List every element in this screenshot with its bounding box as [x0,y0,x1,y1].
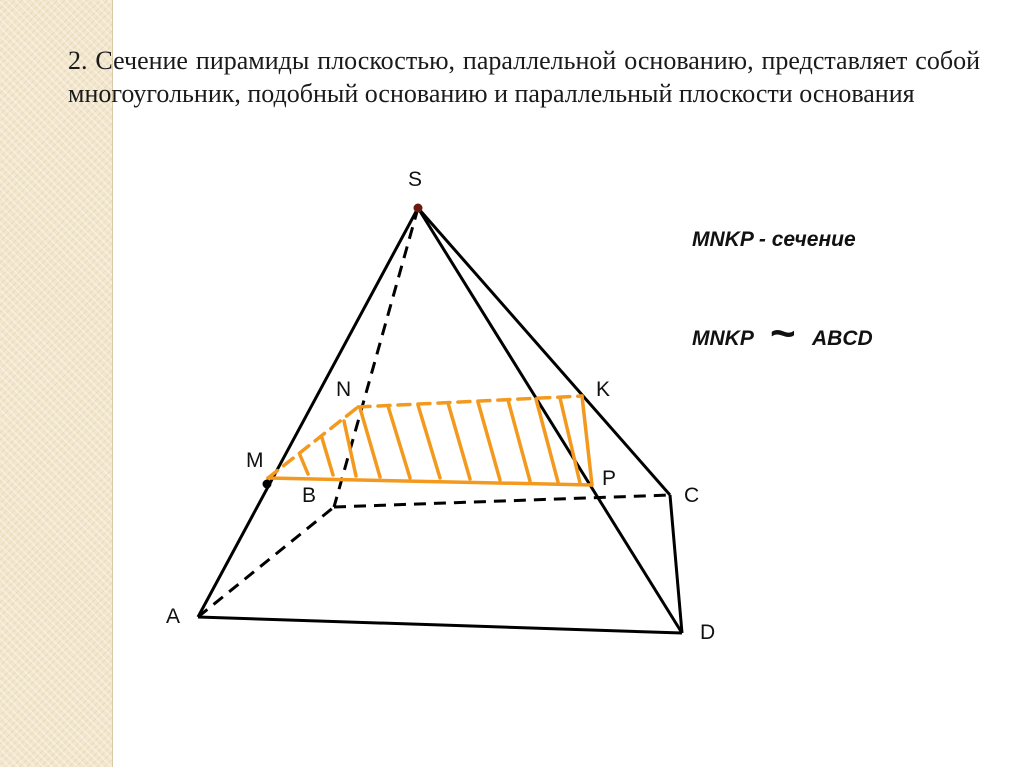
visible-edges [198,208,682,633]
point-S [414,204,423,213]
edge-SD [418,208,682,633]
label-K: K [596,378,611,401]
note-similar-right: ABCD [812,327,873,350]
edge-AB [198,507,334,617]
label-P: P [602,467,617,490]
label-A: A [166,605,181,628]
section-edge-NK [358,396,582,407]
edge-SC [418,208,670,495]
similarity-sign: ~ [770,309,796,358]
label-N: N [336,378,352,401]
label-B: B [302,484,317,507]
section-edge-MP [268,478,592,485]
edge-AD [198,617,682,633]
section-hatching [300,398,580,483]
note-section: MNKP - сечение [692,228,856,251]
label-S: S [408,168,423,191]
edge-SA [198,208,418,617]
slide-heading: 2. Сечение пирамиды плоскостью, параллельной основанию, представляет собой многоугольник, подобный основанию и параллельный плоскости основания [68,46,980,108]
label-D: D [700,621,716,644]
label-C: C [684,484,700,507]
edge-BC [334,495,670,507]
edge-CD [670,495,682,633]
label-M: M [246,449,264,472]
note-similar-left: MNKP [692,327,754,350]
point-M [263,480,272,489]
